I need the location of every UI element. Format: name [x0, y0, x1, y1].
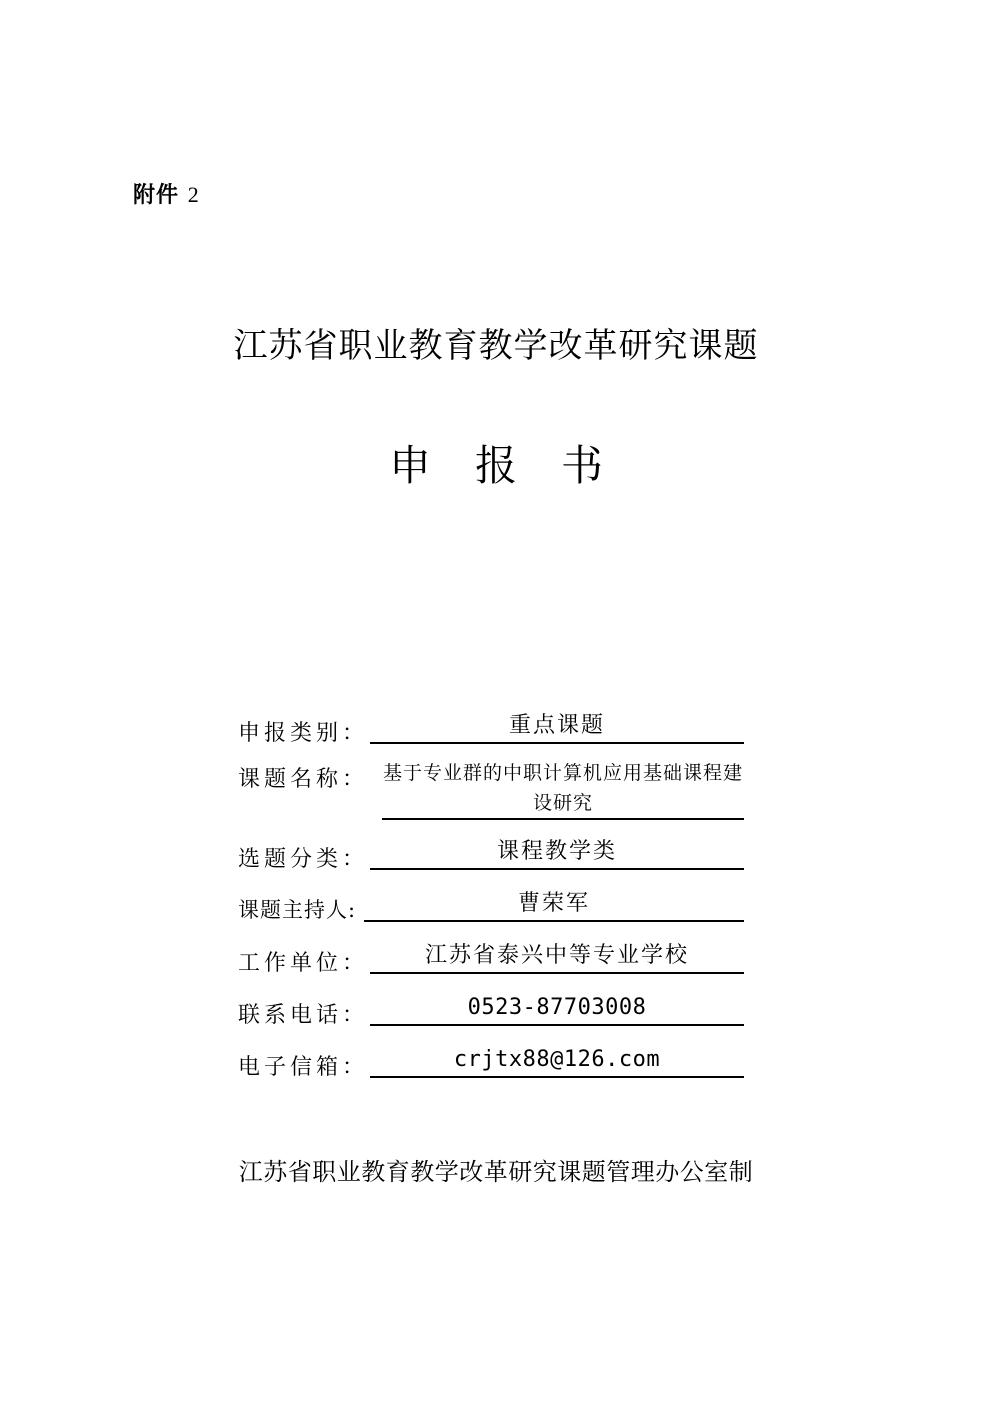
attachment-text: 附件 — [133, 183, 180, 208]
attachment-label — [133, 178, 200, 209]
category-field[interactable]: 重点课题 — [370, 712, 744, 744]
topic-field[interactable]: 基于专业群的中职计算机应用基础课程建设研究 — [382, 758, 744, 820]
category-label: 申报类别： — [238, 721, 369, 746]
classification-label: 选题分类： — [238, 847, 369, 872]
issuer-footer: 江苏省职业教育教学改革研究课题管理办公室制 — [238, 1158, 754, 1186]
email-label: 电子信箱： — [238, 1055, 369, 1080]
email-field[interactable]: crjtx88@126.com — [370, 1046, 744, 1078]
document-title: 江苏省职业教育教学改革研究课题 — [233, 326, 759, 366]
unit-field[interactable]: 江苏省泰兴中等专业学校 — [370, 942, 744, 974]
host-field[interactable]: 曹荣军 — [364, 890, 744, 922]
unit-label: 工作单位： — [238, 951, 369, 976]
host-label: 课题主持人: — [238, 898, 357, 922]
document-subtitle: 申报书 — [388, 441, 647, 490]
topic-label: 课题名称： — [238, 767, 369, 792]
classification-field[interactable]: 课程教学类 — [370, 838, 744, 870]
phone-label: 联系电话： — [238, 1003, 369, 1028]
attachment-number: 2 — [187, 182, 200, 207]
phone-field[interactable]: 0523-87703008 — [370, 994, 744, 1026]
